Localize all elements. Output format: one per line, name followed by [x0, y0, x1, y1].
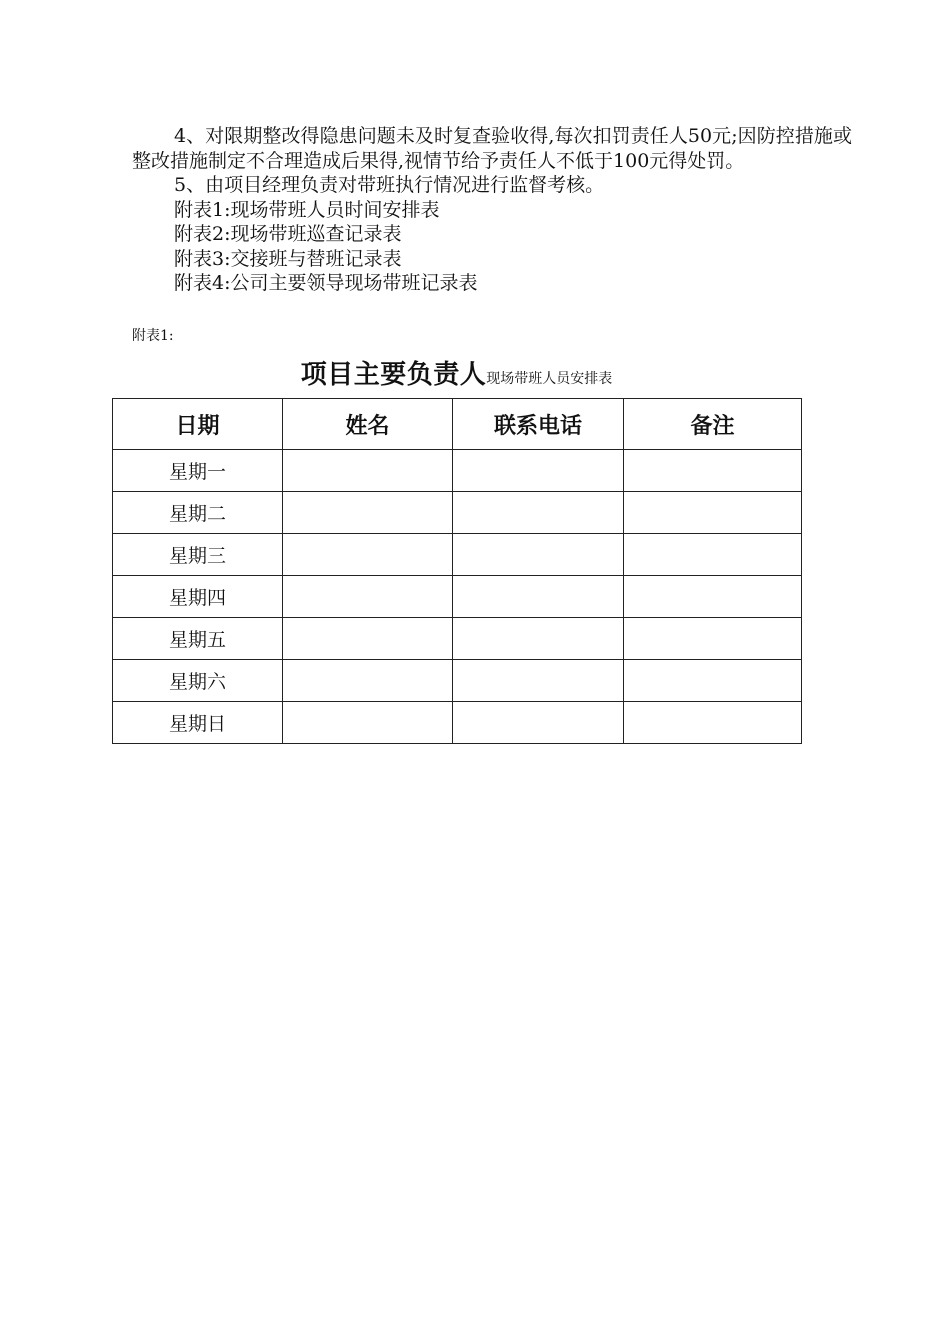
- table-header-row: [113, 399, 802, 450]
- cell-date: 星期二: [113, 492, 283, 534]
- table-title-main: 项目主要负责人: [300, 360, 487, 390]
- cell-remarks: [624, 492, 802, 534]
- schedule-table: [112, 398, 802, 744]
- attachment-line-1: 附表1:现场带班人员时间安排表: [174, 198, 440, 221]
- cell-date: 星期六: [113, 660, 283, 702]
- cell-name: [283, 450, 453, 492]
- table-row: [113, 702, 802, 744]
- cell-name: [283, 660, 453, 702]
- cell-phone: [453, 534, 624, 576]
- header-phone: 联系电话: [453, 399, 624, 450]
- table-row: [113, 576, 802, 618]
- paragraph-5: 5、由项目经理负责对带班执行情况进行监督考核。: [174, 174, 605, 196]
- cell-name: [283, 534, 453, 576]
- cell-phone: [453, 702, 624, 744]
- cell-phone: [453, 618, 624, 660]
- attachment-line-2: 附表2:现场带班巡查记录表: [174, 223, 402, 245]
- table-row: [113, 534, 802, 576]
- cell-name: [283, 576, 453, 618]
- header-name: 姓名: [283, 399, 453, 450]
- paragraph-4: 4、对限期整改得隐患问题未及时复查验收得,每次扣罚责任人50元;因防控措施或整改措施制定不合理造成后果得,视情节给予责任人不低于100元得处罚。: [132, 125, 852, 172]
- cell-name: [283, 702, 453, 744]
- cell-phone: [453, 492, 624, 534]
- table-row: [113, 660, 802, 702]
- header-date: 日期: [113, 399, 283, 450]
- cell-remarks: [624, 450, 802, 492]
- cell-date: 星期三: [113, 534, 283, 576]
- header-remarks: 备注: [624, 399, 802, 450]
- cell-name: [283, 618, 453, 660]
- table-row: [113, 492, 802, 534]
- cell-name: [283, 492, 453, 534]
- table-row: [113, 618, 802, 660]
- attachment-label: 附表1:: [132, 328, 174, 344]
- cell-remarks: [624, 618, 802, 660]
- cell-date: 星期四: [113, 576, 283, 618]
- cell-date: 星期一: [113, 450, 283, 492]
- table-row: [113, 450, 802, 492]
- table-title-sub: 现场带班人员安排表: [486, 371, 613, 387]
- cell-remarks: [624, 660, 802, 702]
- table-title: [112, 354, 801, 391]
- cell-phone: [453, 576, 624, 618]
- cell-remarks: [624, 534, 802, 576]
- cell-date: 星期五: [113, 618, 283, 660]
- cell-date: 星期日: [113, 702, 283, 744]
- cell-phone: [453, 660, 624, 702]
- body-text: [132, 124, 852, 296]
- cell-remarks: [624, 702, 802, 744]
- cell-phone: [453, 450, 624, 492]
- cell-remarks: [624, 576, 802, 618]
- attachment-line-4: 附表4:公司主要领导现场带班记录表: [174, 272, 478, 294]
- attachment-line-3: 附表3:交接班与替班记录表: [174, 247, 402, 270]
